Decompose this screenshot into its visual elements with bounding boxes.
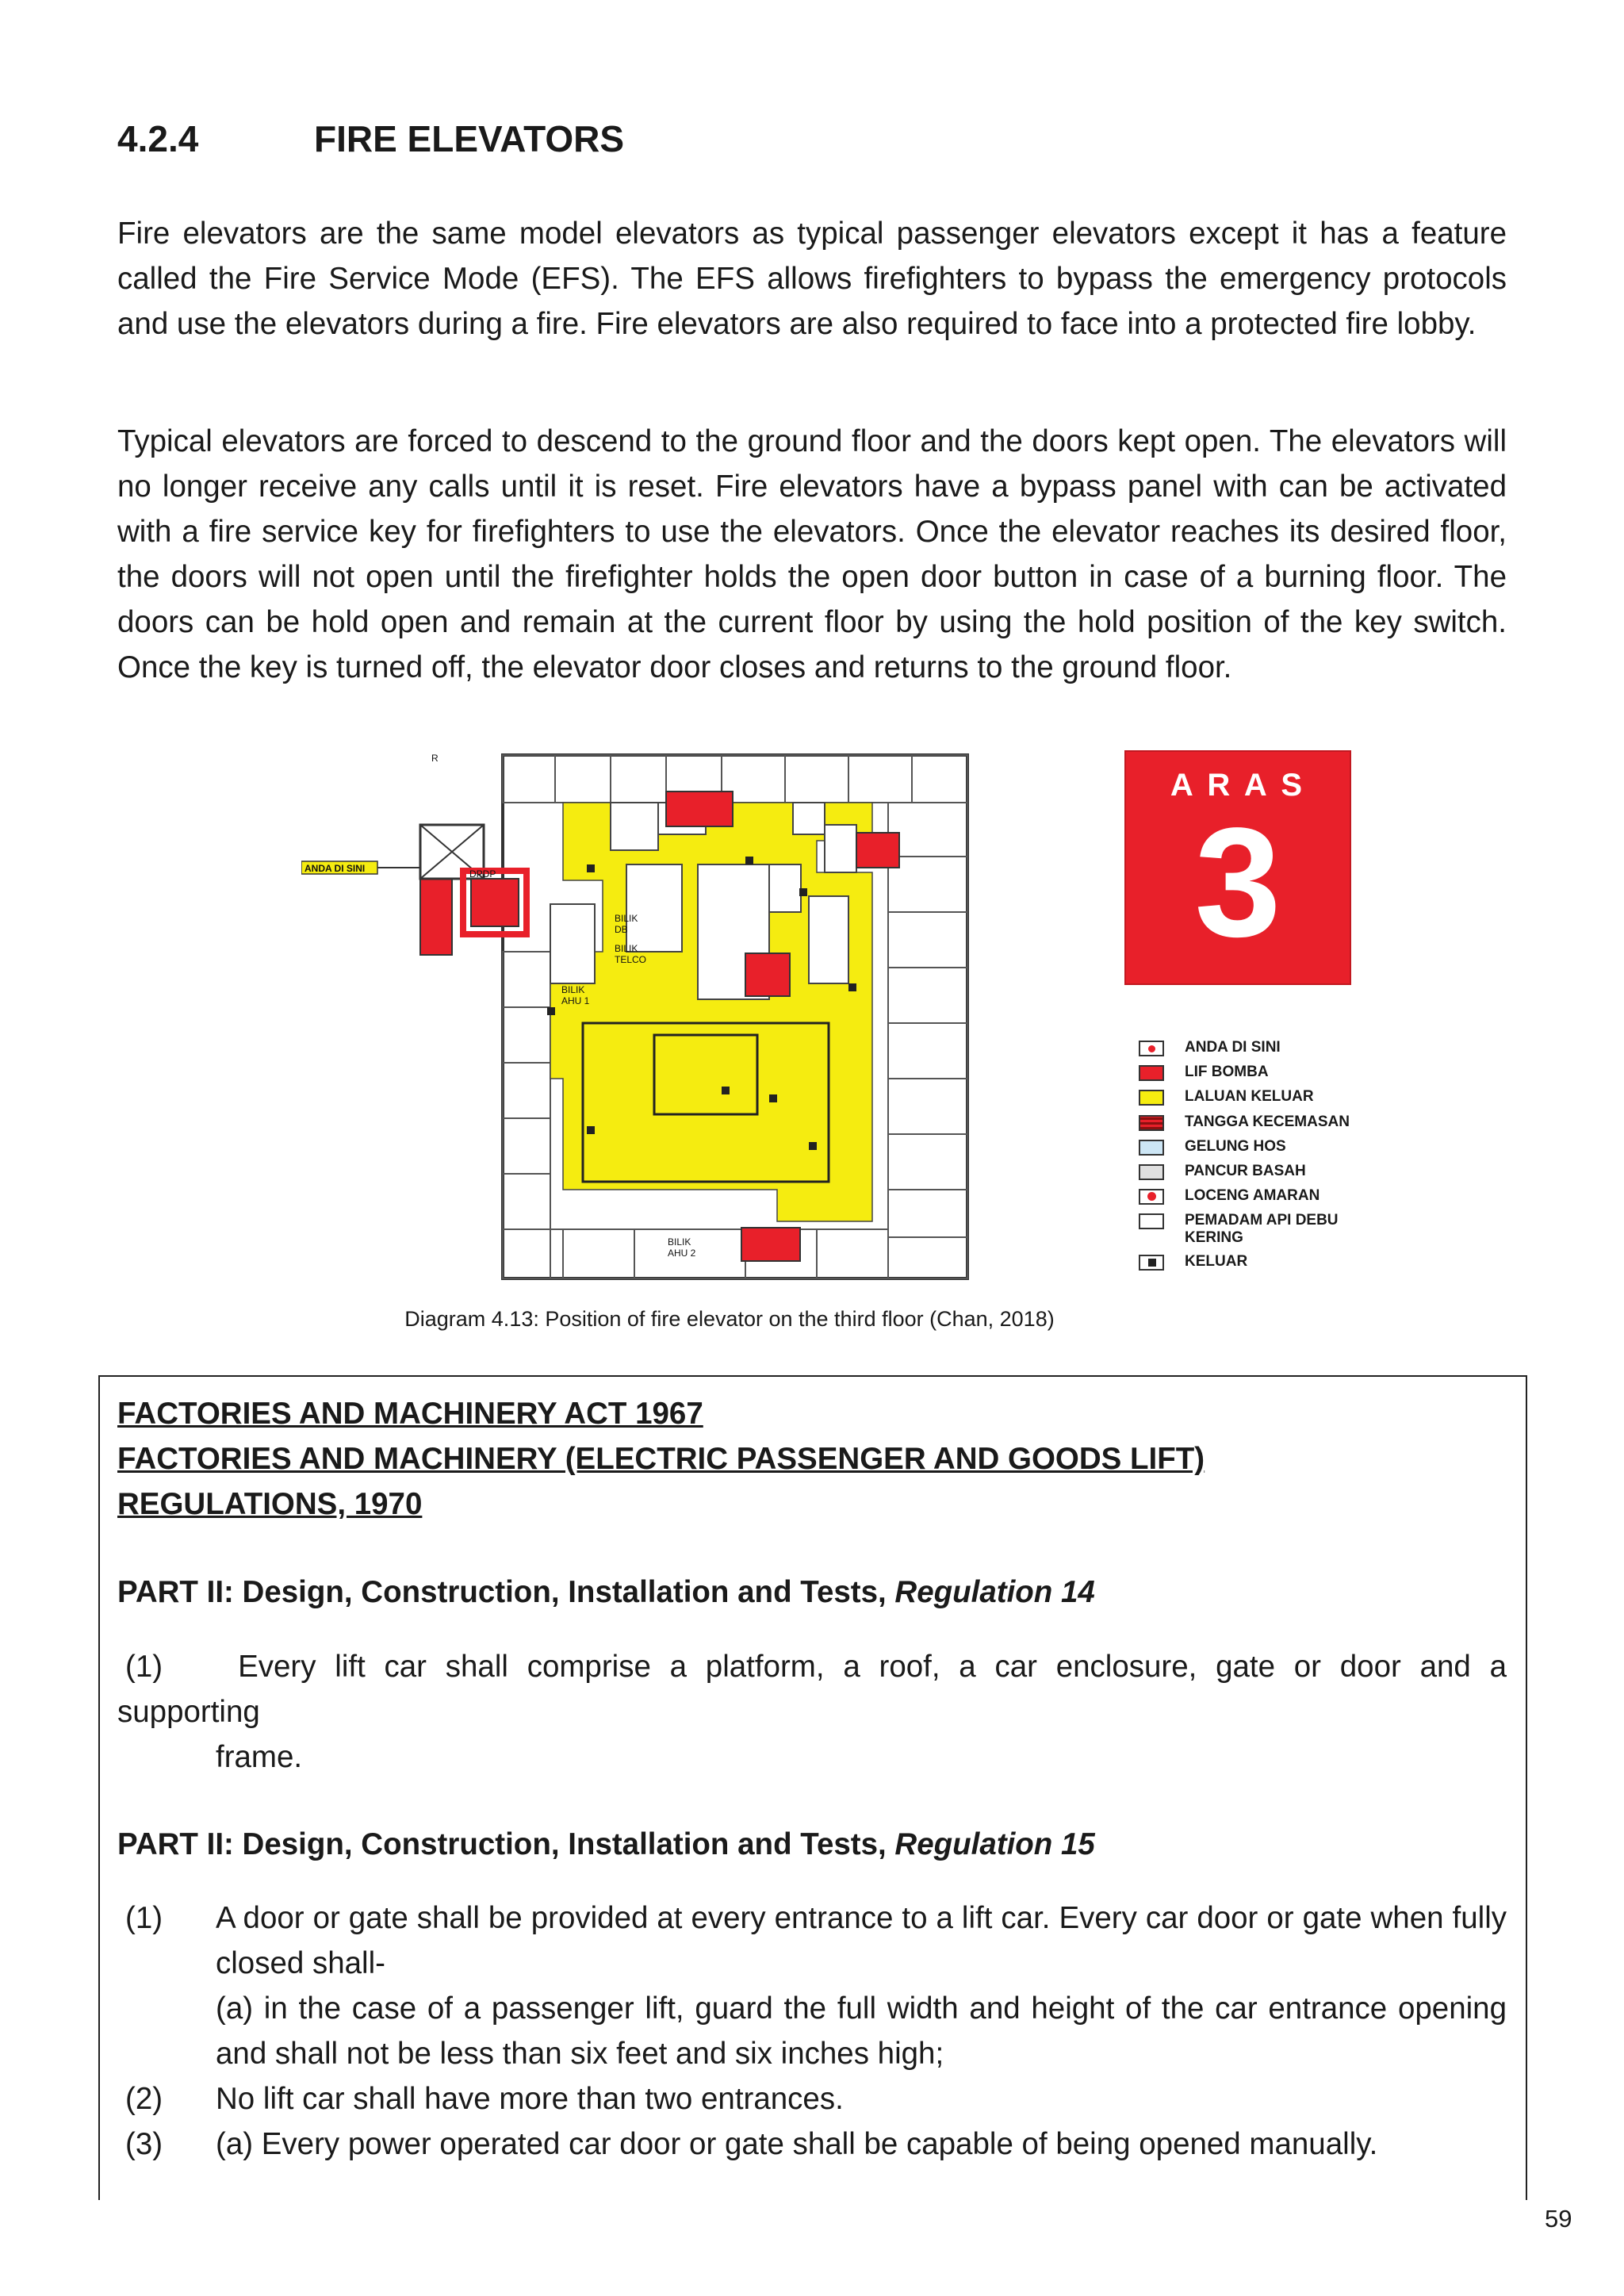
regulation-14-ref: Regulation 14	[894, 1575, 1095, 1609]
paragraph-2: Typical elevators are forced to descend to the ground floor and the doors kept open. The elevators will no longer receive any calls until it is reset. Fire elevators have a bypass panel with can be activated with a fire service key for firefighters to use the elevators. Once the elevator reaches its desired floor, the doors will not open until the firefighter holds the open door button in case of a burning floor. The doors can be hold open and remain at the current floor by using the hold position of the key switch. Once the key is turned off, the elevator door closes and returns to the ground floor.	[117, 424, 1507, 684]
label-r: R	[431, 753, 439, 764]
wet-riser-icon	[1139, 1164, 1164, 1180]
label-bilik-3: BILIK	[561, 984, 585, 995]
legend-label: KELUAR	[1185, 1253, 1248, 1270]
red-dot-icon	[1139, 1041, 1164, 1056]
label-telco: TELCO	[615, 954, 647, 965]
dry-powder-icon	[1139, 1213, 1164, 1229]
legend-label: GELUNG HOS	[1185, 1138, 1286, 1155]
paragraph-1: Fire elevators are the same model elevators as typical passenger elevators except it has a feature called the Fire Service Mode (EFS). The EFS allows firefighters to bypass the emergency protocols and use the elevators during a fire. Fire elevators are also required to face into a protected fire lobby.	[117, 217, 1507, 341]
label-bilik-2: BILIK	[615, 943, 638, 954]
you-are-here-tag: ANDA DI SINI	[304, 863, 366, 874]
floor-sign-word: A R A S	[1170, 768, 1306, 803]
label-bilik-1: BILIK	[615, 913, 638, 924]
regulation-item: (3) (a) Every power operated car door or gate shall be capable of being opened manually.	[125, 2127, 1378, 2161]
section-number: 4.2.4	[117, 118, 199, 159]
legend-label: ANDA DI SINI	[1185, 1039, 1281, 1056]
act-title-line-1: FACTORIES AND MACHINERY ACT 1967	[117, 1397, 703, 1431]
act-title-line-3: REGULATIONS, 1970	[117, 1487, 423, 1521]
section-title: FIRE ELEVATORS	[314, 118, 625, 159]
label-ahu-2: AHU 2	[668, 1248, 696, 1259]
yellow-route-icon	[1139, 1090, 1164, 1106]
label-db: DB	[615, 924, 628, 935]
page-number: 59	[1545, 2205, 1572, 2233]
label-ahu-1: AHU 1	[561, 995, 590, 1006]
regulation-item: (1) A door or gate shall be provided at every entrance to a lift car. Every car door or gate when fully closed shall-	[125, 1901, 1507, 1980]
section-heading	[117, 117, 624, 160]
regulation-15-ref: Regulation 15	[894, 1827, 1095, 1861]
alarm-bell-icon	[1139, 1189, 1164, 1205]
floor-plan-diagram	[301, 746, 983, 1285]
regulation-15-items	[117, 1895, 1507, 2167]
regulation-14-item: (1) Every lift car shall comprise a platform, a roof, a car enclosure, gate or door and a supporting frame.	[117, 1650, 1507, 1774]
regulation-14-heading: PART II: Design, Construction, Installation and Tests, Regulation 14	[117, 1575, 1095, 1609]
figure-caption: Diagram 4.13: Position of fire elevator on the third floor (Chan, 2018)	[404, 1307, 1055, 1331]
floor-sign-number: 3	[1194, 795, 1281, 969]
regulation-15-heading: PART II: Design, Construction, Installation and Tests, Regulation 15	[117, 1827, 1095, 1861]
emergency-stair-icon	[1139, 1115, 1164, 1131]
legend-label: PANCUR BASAH	[1185, 1163, 1306, 1179]
label-bilik-4: BILIK	[668, 1236, 691, 1248]
act-title-line-2: FACTORIES AND MACHINERY (ELECTRIC PASSENGER AND GOODS LIFT)	[117, 1442, 1205, 1476]
regulation-item: (2) No lift car shall have more than two entrances.	[125, 2082, 844, 2116]
floor-sign	[1124, 750, 1351, 985]
exit-icon	[1139, 1255, 1164, 1271]
legend-label: LOCENG AMARAN	[1185, 1187, 1320, 1204]
legend-label: TANGGA KECEMASAN	[1185, 1114, 1350, 1130]
legend-label: LIF BOMBA	[1185, 1064, 1269, 1080]
hose-reel-icon	[1139, 1140, 1164, 1156]
legend-label: LALUAN KELUAR	[1185, 1088, 1314, 1105]
regulation-item: (a) in the case of a passenger lift, guard the full width and height of the car entrance opening and shall not be less than six feet and six inches high;	[216, 1991, 1507, 2071]
fire-lift-icon	[1139, 1065, 1164, 1081]
label-dpdp: DPDP	[469, 868, 496, 880]
legend-label: PEMADAM API DEBU KERING	[1185, 1212, 1339, 1246]
